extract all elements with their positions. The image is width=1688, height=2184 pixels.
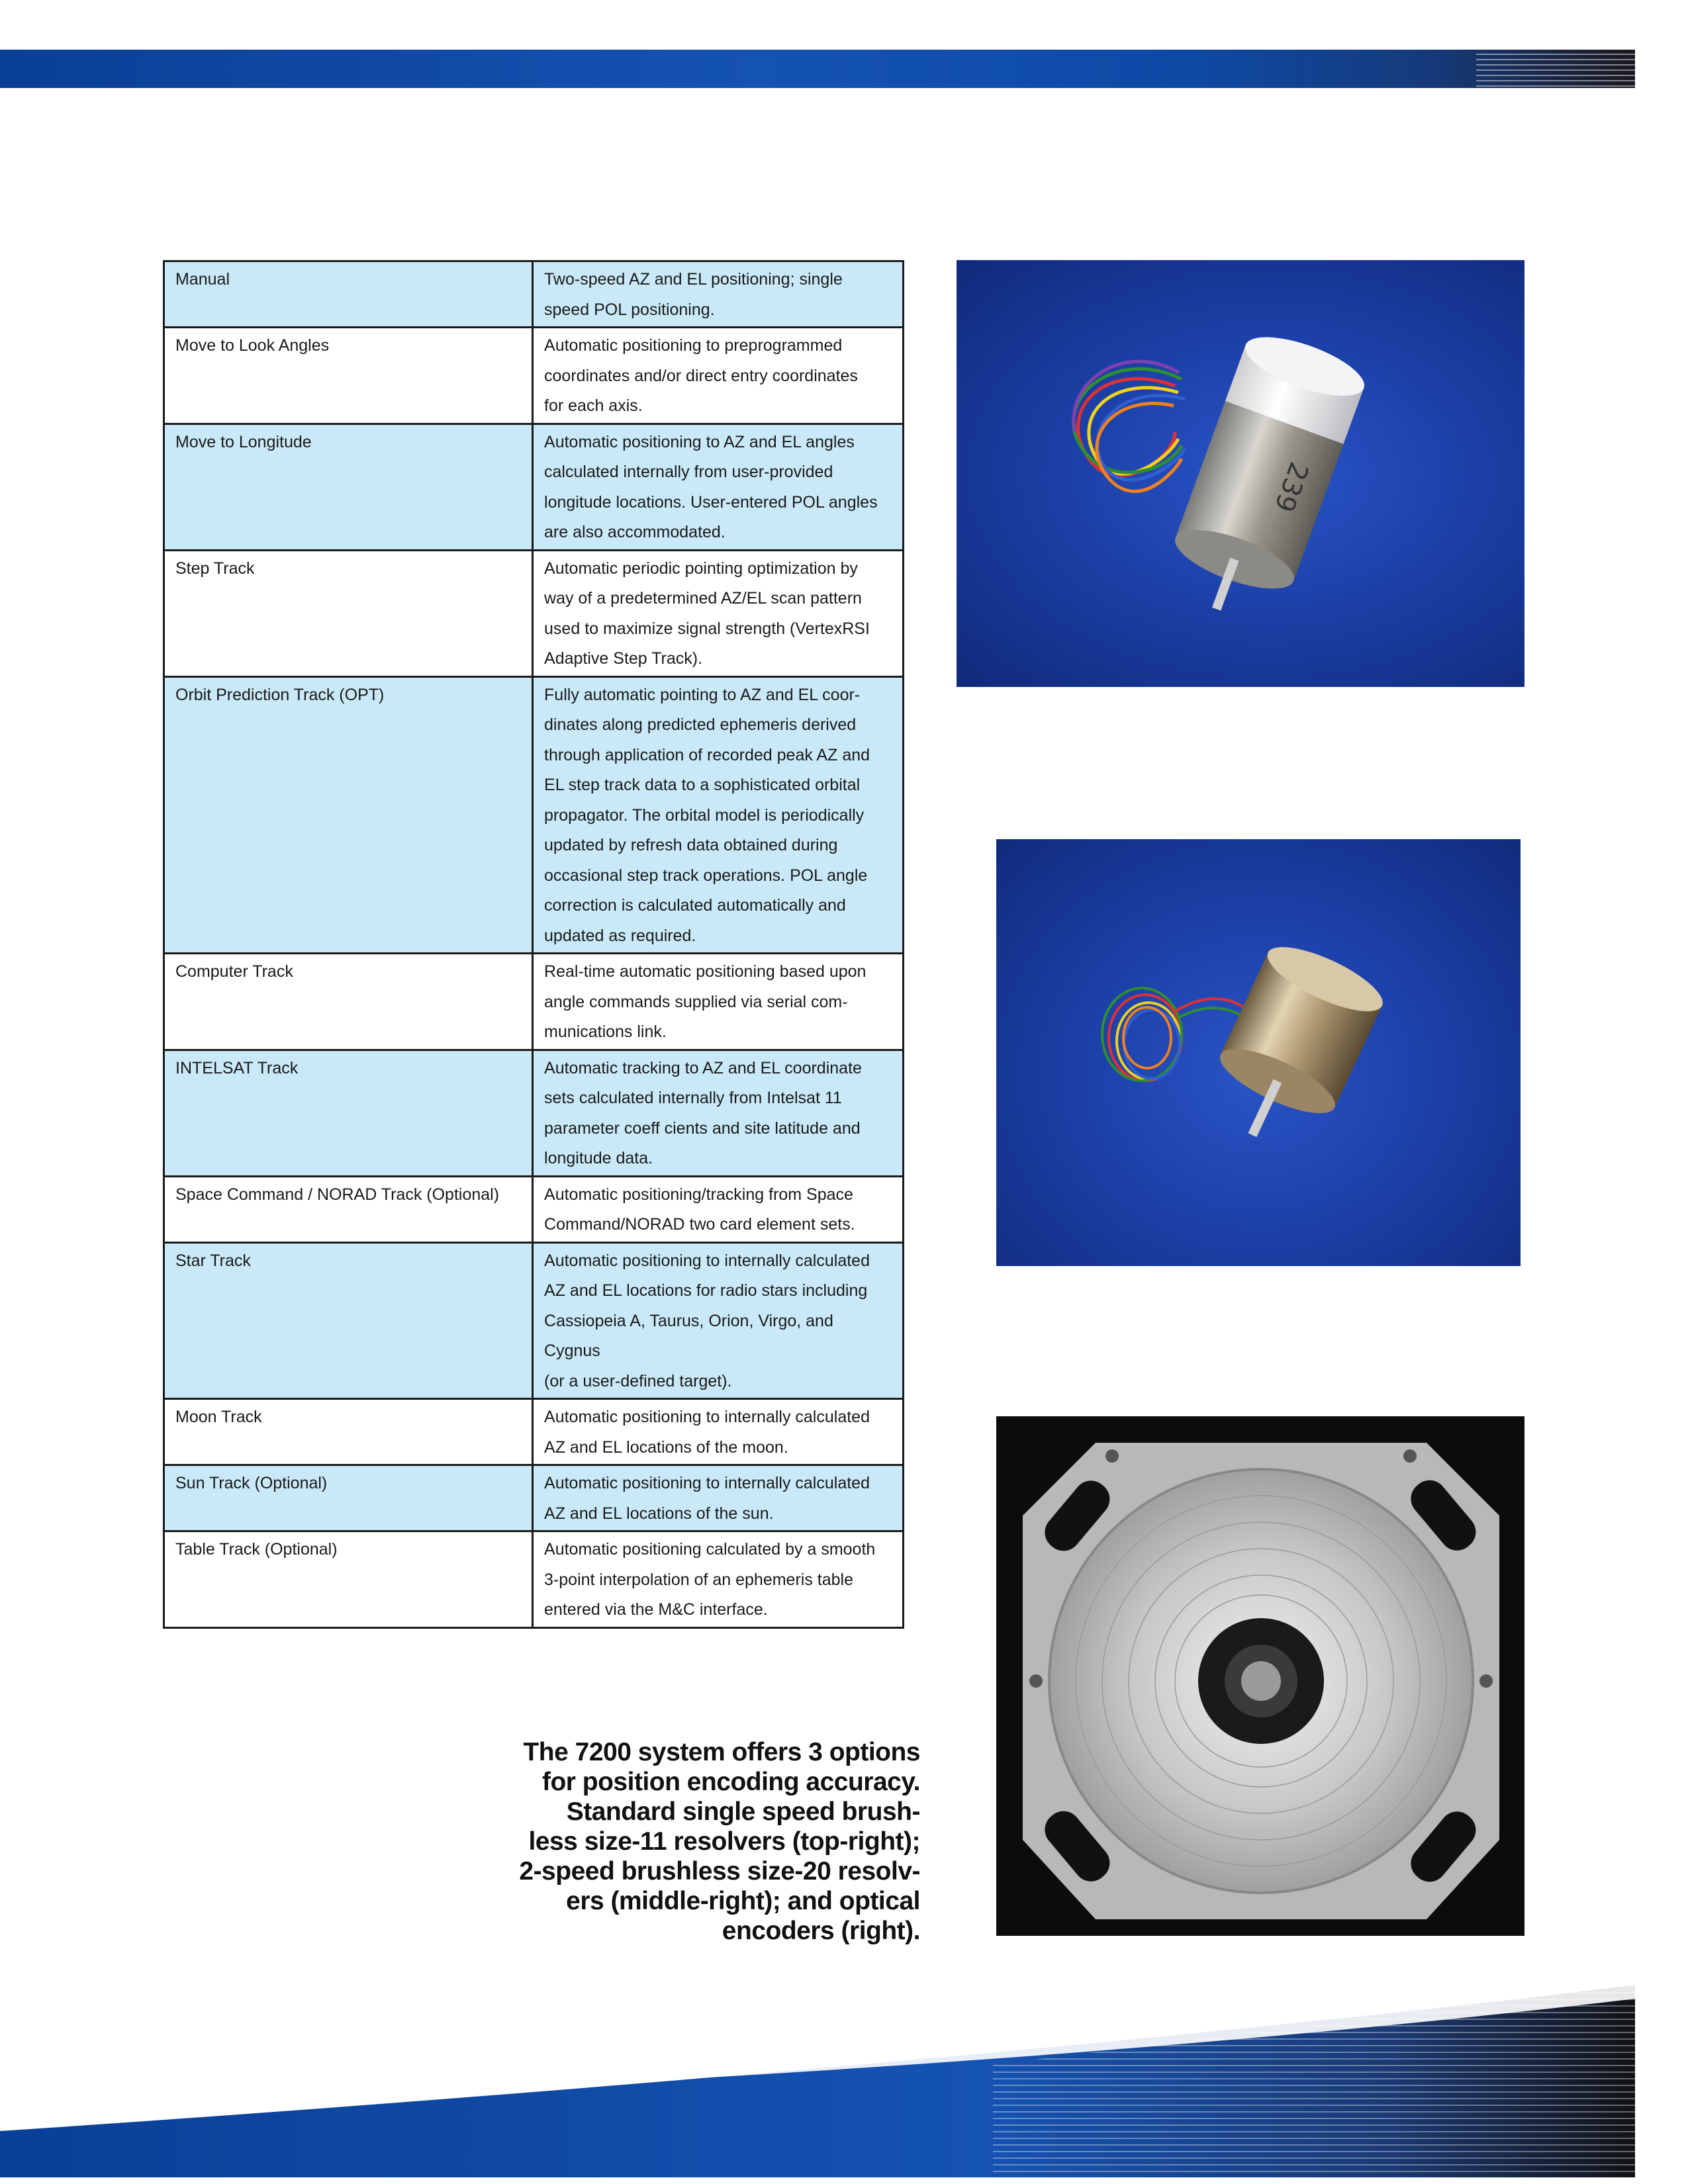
- description-line: for each axis.: [544, 396, 643, 415]
- resolver-size-11-photo: [957, 260, 1524, 687]
- description-line: Automatic positioning to internally calculated: [544, 1474, 870, 1492]
- mode-name-cell: INTELSAT Track: [164, 1050, 533, 1176]
- description-line: Two-speed AZ and EL positioning; single: [544, 270, 843, 289]
- description-line: Automatic periodic pointing optimization by: [544, 559, 858, 578]
- description-line: AZ and EL locations for radio stars including: [544, 1281, 868, 1300]
- table-row: [164, 1531, 904, 1628]
- description-line: munications link.: [544, 1023, 667, 1041]
- top-banner: [0, 50, 1688, 88]
- banner-end-cap: [1635, 50, 1688, 88]
- mode-description-cell: [533, 424, 904, 550]
- description-line: calculated internally from user-provided: [544, 463, 833, 481]
- description-line: longitude locations. User-entered POL angles: [544, 492, 878, 512]
- description-line: 3-point interpolation of an ephemeris table: [544, 1570, 853, 1589]
- mode-description-cell: [533, 1531, 904, 1628]
- description-line: Command/NORAD two card element sets.: [544, 1215, 855, 1234]
- mode-description-cell: [533, 954, 904, 1050]
- table-row: [164, 1242, 904, 1399]
- mode-description-cell: [533, 328, 904, 424]
- caption-line: Standard single speed brush-: [566, 1797, 920, 1826]
- table-row: [164, 954, 904, 1050]
- mode-name-cell: Move to Longitude: [164, 424, 533, 550]
- caption-line: less size-11 resolvers (top-right);: [528, 1827, 920, 1856]
- caption-line: encoders (right).: [722, 1917, 920, 1945]
- mode-name-cell: Step Track: [164, 550, 533, 676]
- description-line: correction is calculated automatically and: [544, 896, 846, 915]
- mode-description-cell: [533, 676, 904, 954]
- table-row: [164, 1399, 904, 1465]
- description-line: entered via the M&C interface.: [544, 1600, 768, 1619]
- photo-caption: [503, 1737, 920, 1946]
- caption-line: for position encoding accuracy.: [541, 1768, 920, 1796]
- description-line: Adaptive Step Track).: [544, 649, 703, 668]
- description-line: Automatic positioning/tracking from Space: [544, 1185, 853, 1204]
- description-line: updated as required.: [544, 926, 696, 945]
- mode-name-cell: Orbit Prediction Track (OPT): [164, 676, 533, 954]
- description-line: Real-time automatic positioning based upon: [544, 962, 867, 981]
- description-line: AZ and EL locations of the moon.: [544, 1437, 788, 1457]
- mode-name-cell: Manual: [164, 261, 533, 328]
- mode-description-cell: [533, 1176, 904, 1242]
- description-line: way of a predetermined AZ/EL scan pattern: [544, 589, 862, 608]
- table-row: [164, 424, 904, 550]
- mode-name-cell: Moon Track: [164, 1399, 533, 1465]
- description-line: sets calculated internally from Intelsat 11: [544, 1089, 842, 1107]
- description-line: Automatic tracking to AZ and EL coordinate: [544, 1058, 862, 1077]
- mode-description-cell: [533, 550, 904, 676]
- description-line: Automatic positioning to preprogrammed: [544, 336, 843, 355]
- caption-line: The 7200 system offers 3 options: [523, 1738, 920, 1766]
- description-line: coordinates and/or direct entry coordinates: [544, 366, 858, 385]
- description-line: are also accommodated.: [544, 523, 726, 541]
- description-line: through application of recorded peak AZ and: [544, 745, 870, 764]
- description-line: AZ and EL locations of the sun.: [544, 1504, 774, 1523]
- description-line: (or a user-defined target).: [544, 1371, 732, 1390]
- optical-encoder-photo: [996, 1416, 1524, 1936]
- mode-description-cell: [533, 261, 904, 328]
- description-line: EL step track data to a sophisticated orbital: [544, 776, 861, 794]
- table-row: [164, 1465, 904, 1531]
- description-line: Cassiopeia A, Taurus, Orion, Virgo, and Cygnus: [544, 1311, 833, 1360]
- mode-name-cell: Computer Track: [164, 954, 533, 1050]
- tracking-modes-table-body: [164, 261, 904, 1628]
- table-row: [164, 676, 904, 954]
- mode-name-cell: Star Track: [164, 1242, 533, 1399]
- table-row: [164, 550, 904, 676]
- resolver-size-20-photo: [996, 839, 1521, 1266]
- description-line: propagator. The orbital model is periodically: [544, 805, 865, 825]
- mode-description-cell: [533, 1242, 904, 1399]
- description-line: angle commands supplied via serial com-: [544, 992, 848, 1011]
- bottom-swoosh: [0, 1959, 1688, 2184]
- description-line: parameter coeff cients and site latitude and: [544, 1118, 861, 1138]
- description-line: Automatic positioning to internally calculated: [544, 1251, 870, 1270]
- mode-name-cell: Sun Track (Optional): [164, 1465, 533, 1531]
- tracking-modes-table: [163, 260, 904, 1629]
- description-line: speed POL positioning.: [544, 300, 715, 319]
- description-line: occasional step track operations. POL angle: [544, 866, 868, 885]
- description-line: longitude data.: [544, 1149, 653, 1167]
- table-row: [164, 1176, 904, 1242]
- mode-name-cell: Move to Look Angles: [164, 328, 533, 424]
- mode-description-cell: [533, 1465, 904, 1531]
- description-line: Fully automatic pointing to AZ and EL coor-: [544, 685, 861, 704]
- table-row: [164, 328, 904, 424]
- caption-line: ers (middle-right); and optical: [566, 1887, 920, 1915]
- mode-description-cell: [533, 1050, 904, 1176]
- resolver-label-text: 239: [1268, 458, 1315, 516]
- description-line: used to maximize signal strength (VertexRSI: [544, 619, 870, 638]
- description-line: dinates along predicted ephemeris derived: [544, 715, 857, 734]
- description-line: Automatic positioning calculated by a smooth: [544, 1540, 876, 1559]
- mode-name-cell: Table Track (Optional): [164, 1531, 533, 1628]
- mode-description-cell: [533, 1399, 904, 1465]
- table-row: [164, 261, 904, 328]
- mode-name-cell: Space Command / NORAD Track (Optional): [164, 1176, 533, 1242]
- description-line: Automatic positioning to AZ and EL angles: [544, 432, 855, 451]
- caption-line: 2-speed brushless size-20 resolv-: [519, 1857, 920, 1886]
- description-line: Automatic positioning to internally calculated: [544, 1408, 870, 1426]
- description-line: updated by refresh data obtained during: [544, 836, 838, 854]
- table-row: [164, 1050, 904, 1176]
